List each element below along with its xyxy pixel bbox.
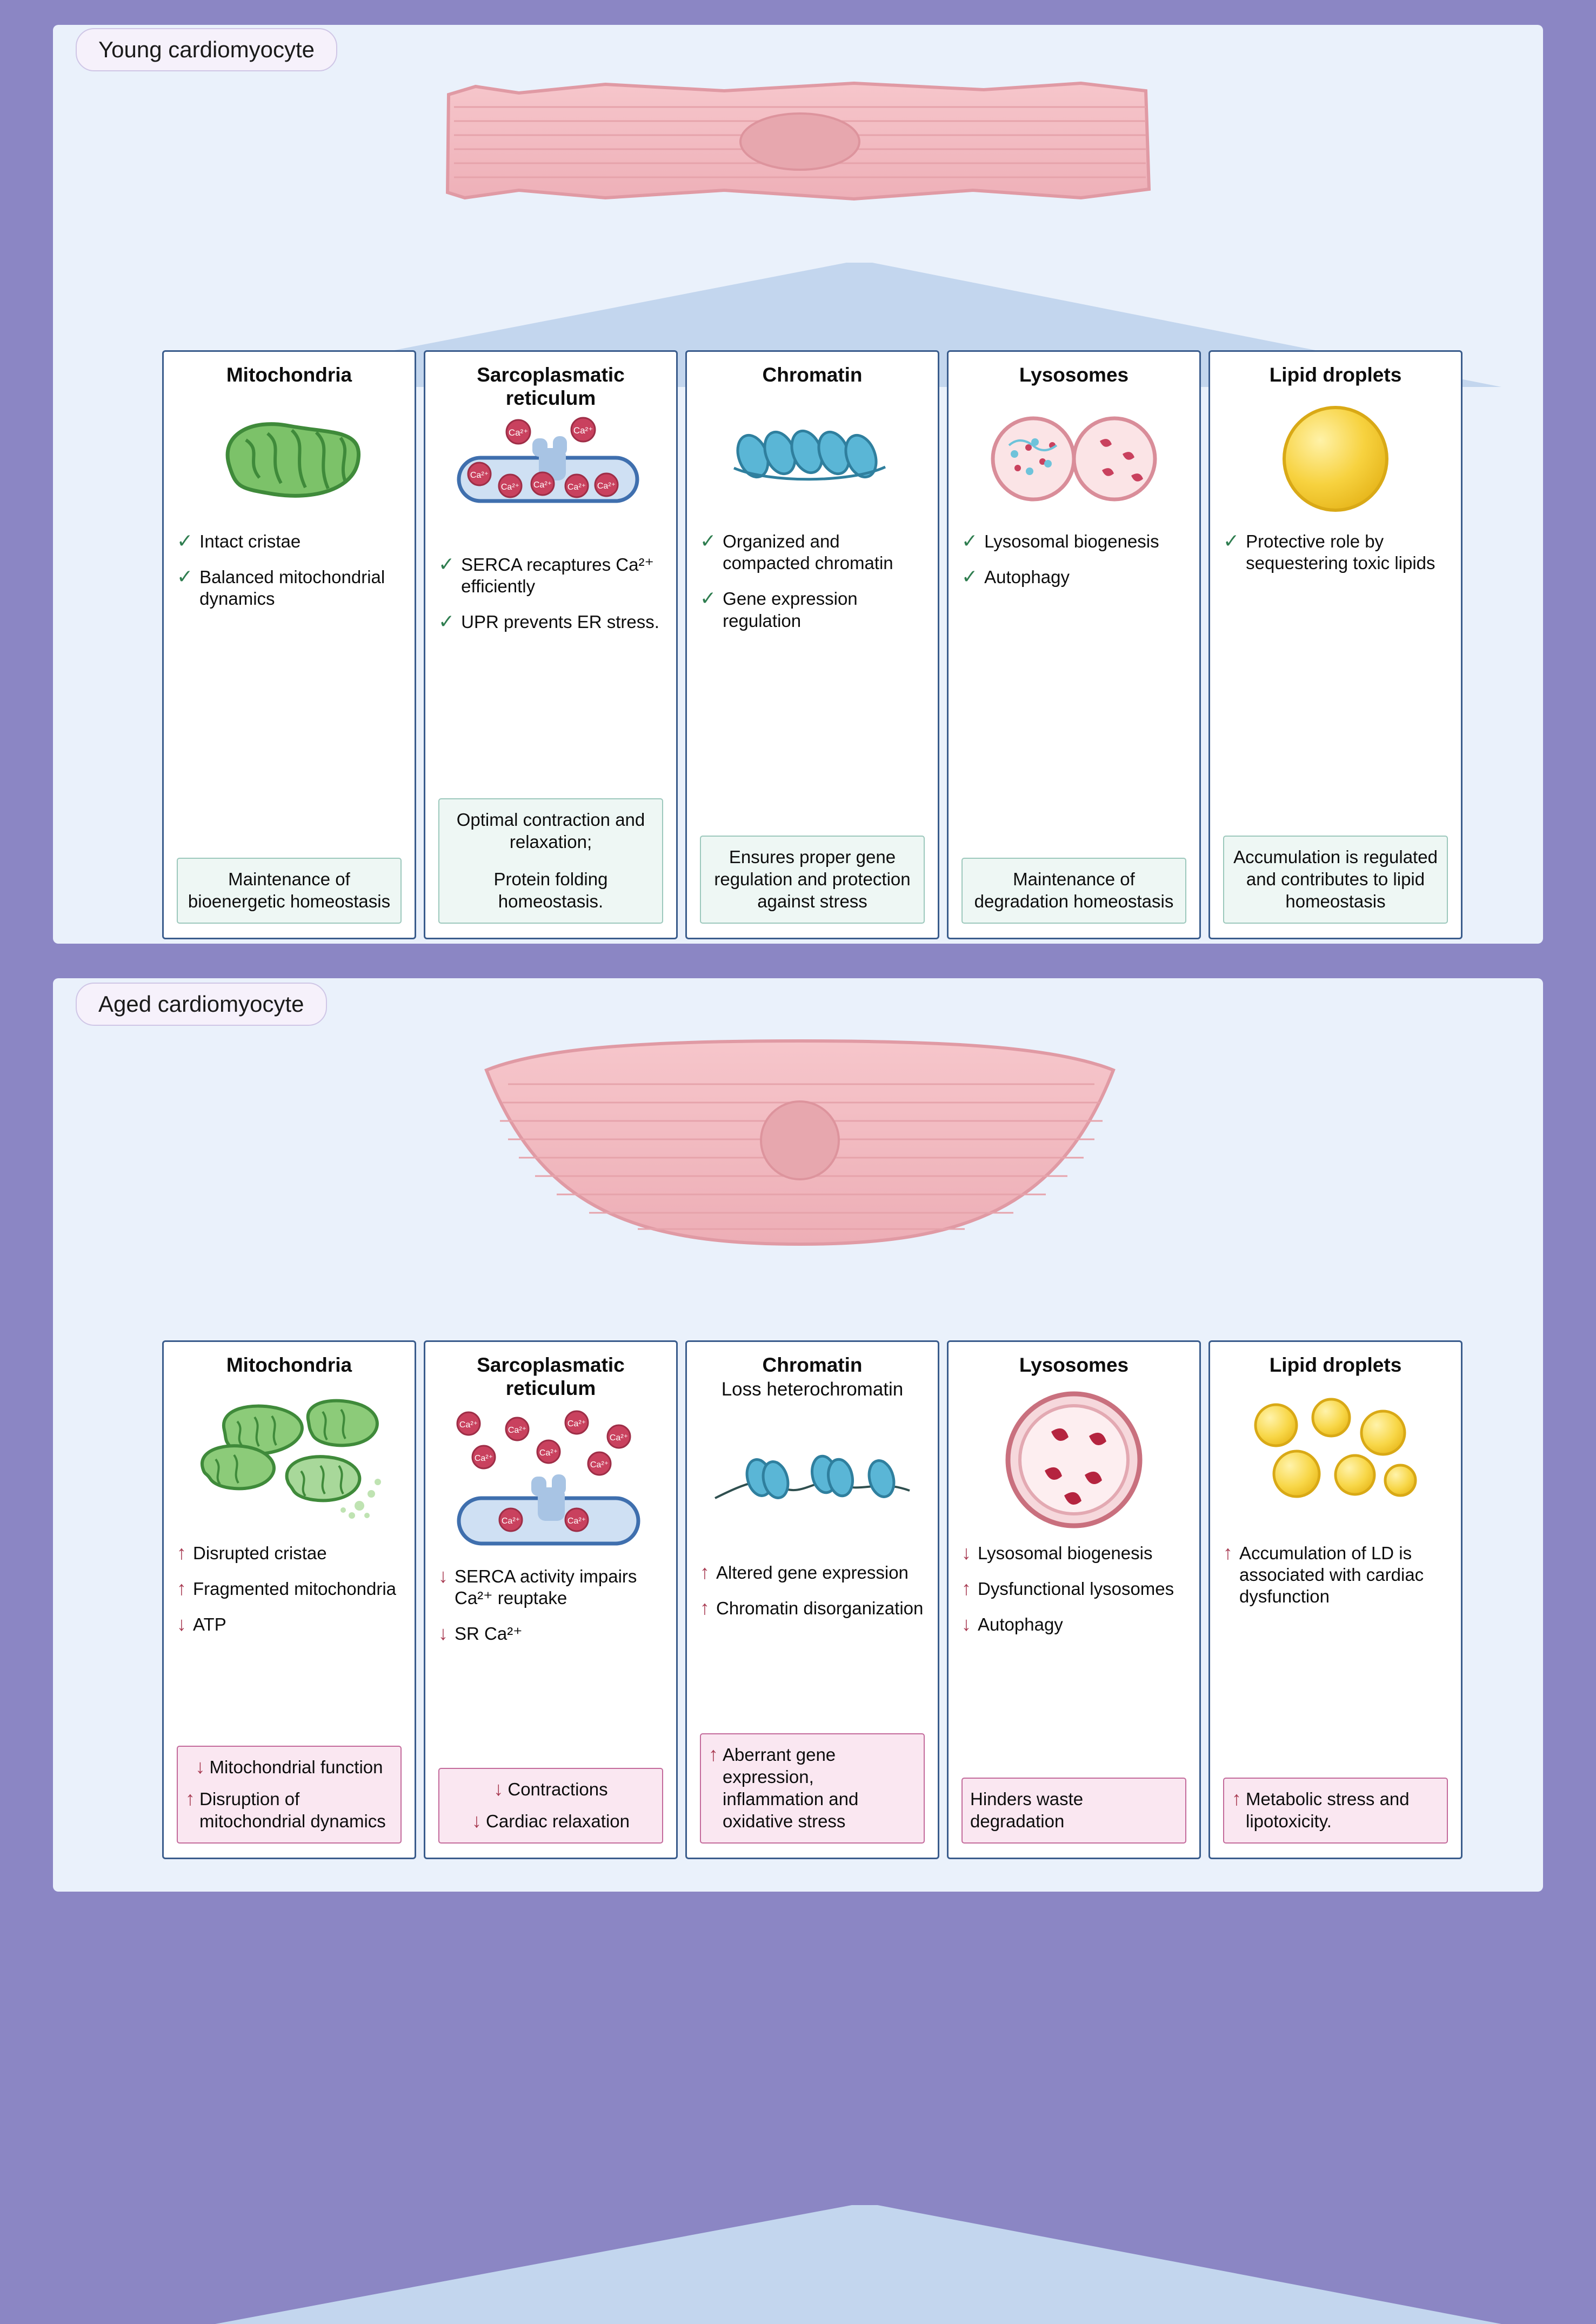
check-icon: ✓ <box>700 529 717 552</box>
svg-text:Ca²⁺: Ca²⁺ <box>470 470 489 480</box>
bullet-text: Lysosomal biogenesis <box>978 1542 1153 1563</box>
summary-text: Disruption of mitochondrial dynamics <box>199 1789 386 1832</box>
arrow-down-icon: ↓ <box>961 1541 971 1564</box>
arrow-down-icon: ↓ <box>195 1755 205 1778</box>
bullet-text: SERCA activity impairs Ca²⁺ reuptake <box>455 1566 637 1608</box>
bullet-item <box>1223 1542 1448 1608</box>
summary-box <box>1223 1778 1448 1844</box>
bullet-text: ATP <box>193 1614 226 1635</box>
card-aged-mitochondria <box>162 1340 416 1859</box>
arrow-up-icon: ↑ <box>177 1577 186 1600</box>
bullet-item <box>438 1623 663 1645</box>
bullet-item <box>438 554 663 598</box>
bullet-text: Autophagy <box>978 1614 1063 1635</box>
bullet-text: Lysosomal biogenesis <box>984 531 1159 551</box>
chromatin-subhead: Loss heterochromatin <box>721 1378 904 1400</box>
card-title: Sarcoplasmatic reticulum <box>477 364 625 409</box>
bullet-item <box>961 1614 1186 1635</box>
summary-text: Accumulation is regulated and contributes to lipid homeostasis <box>1233 847 1438 912</box>
bullet-text: Gene expression regulation <box>723 589 858 631</box>
card-young-lysosomes <box>947 350 1201 939</box>
bullet-text: Organized and compacted chromatin <box>723 531 893 573</box>
bullet-text: Fragmented mitochondria <box>193 1579 397 1599</box>
bullet-item <box>700 1562 925 1584</box>
arrow-up-icon: ↑ <box>1223 1541 1233 1564</box>
lysosome-healthy-icon <box>961 391 1186 526</box>
summary-text: Maintenance of bioenergetic homeostasis <box>188 869 391 912</box>
arrow-up-icon: ↑ <box>1232 1787 1241 1810</box>
summary-box <box>177 858 402 924</box>
card-title: Lysosomes <box>1019 1354 1129 1376</box>
bullet-text: SERCA recaptures Ca²⁺ efficiently <box>461 554 654 597</box>
bullet-text: SR Ca²⁺ <box>455 1624 523 1644</box>
summary-text: Metabolic stress and lipotoxicity. <box>1246 1789 1410 1832</box>
card-young-mitochondria <box>162 350 416 939</box>
bullet-item <box>961 1578 1186 1600</box>
summary-box <box>961 1778 1186 1844</box>
check-icon: ✓ <box>961 565 978 588</box>
summary-text: Aberrant gene expression, inflammation and oxidative stress <box>723 1745 859 1832</box>
bullet-item <box>700 531 925 575</box>
lysosome-dysfunctional-icon <box>961 1381 1186 1538</box>
bullet-text: Protective role by sequestering toxic lipids <box>1246 531 1435 573</box>
check-icon: ✓ <box>177 565 193 588</box>
summary-line <box>1232 1788 1439 1833</box>
bullet-item <box>177 1542 402 1564</box>
bullet-item <box>438 611 663 633</box>
svg-text:Ca²⁺: Ca²⁺ <box>567 482 586 492</box>
bullet-item <box>438 1566 663 1610</box>
svg-text:Ca²⁺: Ca²⁺ <box>539 1448 558 1458</box>
summary-box <box>700 836 925 924</box>
summary-box <box>1223 836 1448 924</box>
summary-box <box>700 1733 925 1844</box>
bullet-text: Balanced mitochondrial dynamics <box>199 567 385 609</box>
arrow-down-icon: ↓ <box>438 1622 448 1645</box>
arrow-up-icon: ↑ <box>177 1541 186 1564</box>
bullet-list <box>961 526 1186 858</box>
arrow-up-icon: ↑ <box>961 1577 971 1600</box>
bullet-text: Chromatin disorganization <box>716 1598 924 1619</box>
bullet-item <box>177 1614 402 1635</box>
card-title: Lipid droplets <box>1269 1354 1402 1376</box>
chromatin-compact-icon <box>700 391 925 526</box>
summary-box <box>438 798 663 924</box>
card-young-chromatin <box>685 350 939 939</box>
svg-text:Ca²⁺: Ca²⁺ <box>573 425 593 436</box>
bullet-item <box>961 566 1186 588</box>
bullet-list <box>177 526 402 858</box>
lipid-droplet-single-icon <box>1223 391 1448 526</box>
arrow-up-icon: ↑ <box>700 1597 710 1619</box>
summary-text: Maintenance of degradation homeostasis <box>974 869 1174 912</box>
summary-box <box>438 1768 663 1844</box>
summary-box <box>961 858 1186 924</box>
bullet-list <box>1223 526 1448 836</box>
svg-text:Ca²⁺: Ca²⁺ <box>501 1516 520 1526</box>
arrow-up-icon: ↑ <box>185 1787 195 1810</box>
card-young-sarcoplasmic-reticulum <box>424 350 678 939</box>
bullet-item <box>177 531 402 552</box>
check-icon: ✓ <box>700 587 717 610</box>
svg-text:Ca²⁺: Ca²⁺ <box>567 1419 586 1428</box>
card-aged-lipid-droplets <box>1208 1340 1463 1859</box>
arrow-up-icon: ↑ <box>709 1743 718 1766</box>
bullet-text: Altered gene expression <box>716 1562 909 1582</box>
card-title: Lipid droplets <box>1269 364 1402 386</box>
bullet-text: Accumulation of LD is associated with cardiac dysfunction <box>1239 1542 1424 1607</box>
svg-text:Ca²⁺: Ca²⁺ <box>474 1453 493 1463</box>
summary-text: Contractions <box>507 1779 608 1800</box>
aged-cardiomyocyte-illustration <box>476 1032 1124 1259</box>
summary-line <box>970 1788 1178 1833</box>
summary-text: Ensures proper gene regulation and protection against stress <box>714 847 911 912</box>
arrow-down-icon: ↓ <box>177 1613 186 1635</box>
bullet-text: UPR prevents ER stress. <box>461 612 659 632</box>
bullet-list <box>438 550 663 799</box>
bullet-list <box>438 1561 663 1768</box>
arrow-down-icon: ↓ <box>493 1778 504 1800</box>
svg-text:Ca²⁺: Ca²⁺ <box>567 1516 586 1526</box>
check-icon: ✓ <box>438 610 455 633</box>
summary-line <box>447 1811 655 1833</box>
arrow-down-icon: ↓ <box>438 1564 448 1587</box>
svg-text:Ca²⁺: Ca²⁺ <box>597 481 616 491</box>
section-label-aged: Aged cardiomyocyte <box>76 983 327 1026</box>
mitochondria-fragmented-icon <box>177 1381 402 1538</box>
bullet-item <box>1223 531 1448 575</box>
bullet-text: Intact cristae <box>199 531 301 551</box>
card-title: Lysosomes <box>1019 364 1129 386</box>
card-title: Mitochondria <box>226 364 352 386</box>
svg-text:Ca²⁺: Ca²⁺ <box>508 427 529 438</box>
section-label-young: Young cardiomyocyte <box>76 28 337 71</box>
bullet-list <box>1223 1538 1448 1778</box>
check-icon: ✓ <box>438 552 455 575</box>
arrow-up-icon: ↑ <box>700 1560 710 1583</box>
bullet-list <box>961 1538 1186 1778</box>
svg-text:Ca²⁺: Ca²⁺ <box>609 1433 629 1443</box>
summary-line <box>185 1757 393 1779</box>
young-organelle-cards <box>162 350 1463 939</box>
svg-text:Ca²⁺: Ca²⁺ <box>507 1425 527 1435</box>
card-young-lipid-droplets <box>1208 350 1463 939</box>
svg-text:Ca²⁺: Ca²⁺ <box>590 1460 609 1470</box>
summary-line <box>185 1788 393 1833</box>
summary-line <box>709 1744 916 1833</box>
summary-text: Protein folding homeostasis. <box>493 869 608 912</box>
serca-leaky-icon <box>438 1405 663 1561</box>
bullet-item <box>177 1578 402 1600</box>
check-icon: ✓ <box>961 529 978 552</box>
bullet-list <box>700 526 925 836</box>
arrow-down-icon: ↓ <box>961 1613 971 1635</box>
bullet-list <box>177 1538 402 1746</box>
card-title: Chromatin <box>762 1354 863 1376</box>
bullet-item <box>177 566 402 610</box>
summary-line <box>447 1779 655 1801</box>
card-title: Sarcoplasmatic reticulum <box>477 1354 625 1399</box>
svg-text:Ca²⁺: Ca²⁺ <box>533 480 552 490</box>
summary-box <box>177 1746 402 1844</box>
card-title: Mitochondria <box>226 1354 352 1376</box>
mitochondrion-healthy-icon <box>177 391 402 526</box>
summary-text: Hinders waste degradation <box>970 1789 1084 1832</box>
bullet-item <box>961 531 1186 552</box>
aged-organelle-cards <box>162 1340 1463 1859</box>
lipid-droplets-multiple-icon <box>1223 1381 1448 1538</box>
bullet-item <box>700 1598 925 1619</box>
check-icon: ✓ <box>1223 529 1240 552</box>
chromatin-loose-icon <box>700 1401 925 1558</box>
bullet-item <box>700 588 925 632</box>
check-icon: ✓ <box>177 529 193 552</box>
bullet-text: Disrupted cristae <box>193 1542 327 1563</box>
bullet-item <box>961 1542 1186 1564</box>
arrow-down-icon: ↓ <box>472 1809 482 1832</box>
card-aged-sarcoplasmic-reticulum <box>424 1340 678 1859</box>
summary-text: Mitochondrial function <box>209 1757 383 1778</box>
zoom-fan-aged <box>215 2205 1501 2324</box>
card-aged-chromatin <box>685 1340 939 1859</box>
bullet-text: Autophagy <box>984 567 1070 587</box>
bullet-text: Dysfunctional lysosomes <box>978 1579 1174 1599</box>
svg-text:Ca²⁺: Ca²⁺ <box>459 1420 478 1430</box>
card-aged-lysosomes <box>947 1340 1201 1859</box>
card-title: Chromatin <box>762 364 863 386</box>
summary-text: Cardiac relaxation <box>486 1811 630 1832</box>
summary-text: Optimal contraction and relaxation; <box>456 810 645 852</box>
bullet-list <box>700 1558 925 1733</box>
serca-pump-icon <box>438 415 663 550</box>
svg-text:Ca²⁺: Ca²⁺ <box>500 482 520 492</box>
young-cardiomyocyte-illustration <box>443 65 1157 243</box>
